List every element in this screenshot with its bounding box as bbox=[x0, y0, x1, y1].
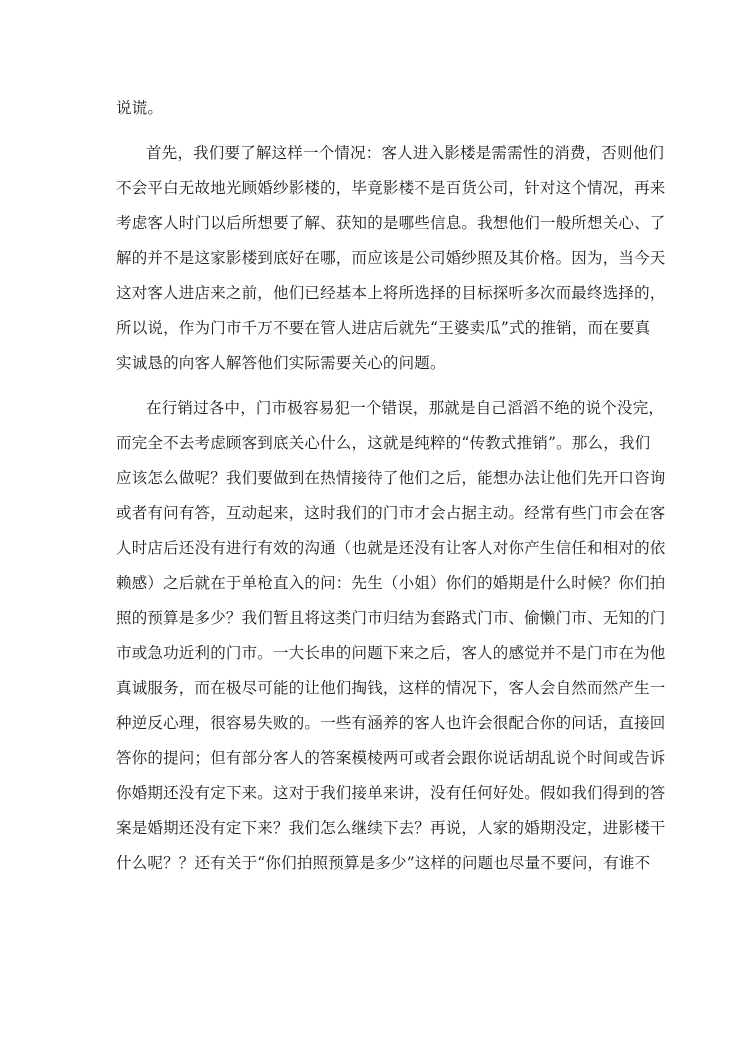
text-line: 所以说，作为门市千万不要在管人进店后就先“王婆卖瓜”式的推销，而在要真 bbox=[116, 319, 651, 337]
text-line: 在行销过各中，门市极容易犯一个错误，那就是自己滔滔不绝的说个没完， bbox=[146, 399, 665, 417]
text-line: 说谎。 bbox=[116, 99, 164, 117]
text-line: 考虑客人时门以后所想要了解、获知的是哪些信息。我想他们一般所想关心、了 bbox=[116, 214, 666, 232]
text-line: 不会平白无故地光顾婚纱影楼的，毕竟影楼不是百货公司，针对这个情况，再来 bbox=[116, 179, 666, 197]
text-line: 实诚恳的向客人解答他们实际需要关心的问题。 bbox=[116, 354, 446, 372]
text-line: 什么呢？？还有关于“你们拍照预算是多少”这样的问题也尽量不要问，有谁不 bbox=[116, 854, 651, 872]
text-line: 人时店后还没有进行有效的沟通（也就是还没有让客人对你产生信任和相对的依 bbox=[116, 539, 666, 557]
text-line: 照的预算是多少？我们暂且将这类门市归结为套路式门市、偷懒门市、无知的门 bbox=[116, 609, 666, 627]
text-line: 或者有问有答，互动起来，这时我们的门市才会占据主动。经常有些门市会在客 bbox=[116, 504, 666, 522]
text-line: 这对客人进店来之前，他们已经基本上将所选择的目标探听多次而最终选择的， bbox=[116, 284, 666, 302]
text-line: 应该怎么做呢？我们要做到在热情接待了他们之后，能想办法让他们先开口咨询 bbox=[116, 469, 666, 487]
text-line: 你婚期还没有定下来。这对于我们接单来讲，没有任何好处。假如我们得到的答 bbox=[116, 784, 666, 802]
text-line: 首先，我们要了解这样一个情况：客人进入影楼是需需性的消费，否则他们 bbox=[146, 144, 665, 162]
text-line: 真诚服务，而在极尽可能的让他们掏钱，这样的情况下，客人会自然而然产生一 bbox=[116, 679, 666, 697]
text-line: 解的并不是这家影楼到底好在哪，而应该是公司婚纱照及其价格。因为，当今天 bbox=[116, 249, 666, 267]
text-line: 市或急功近利的门市。一大长串的问题下来之后，客人的感觉并不是门市在为他 bbox=[116, 644, 666, 662]
text-line: 赖感）之后就在于单枪直入的问：先生（小姐）你们的婚期是什么时候？你们拍 bbox=[116, 574, 666, 592]
text-line: 而完全不去考虑顾客到底关心什么，这就是纯粹的“传教式推销”。那么，我们 bbox=[116, 434, 651, 452]
text-line: 种逆反心理，很容易失败的。一些有涵养的客人也许会很配合你的问话，直接回 bbox=[116, 714, 666, 732]
text-line: 答你的提问；但有部分客人的答案模棱两可或者会跟你说话胡乱说个时间或告诉 bbox=[116, 749, 666, 767]
text-line: 案是婚期还没有定下来？我们怎么继续下去？再说，人家的婚期没定，进影楼干 bbox=[116, 819, 666, 837]
